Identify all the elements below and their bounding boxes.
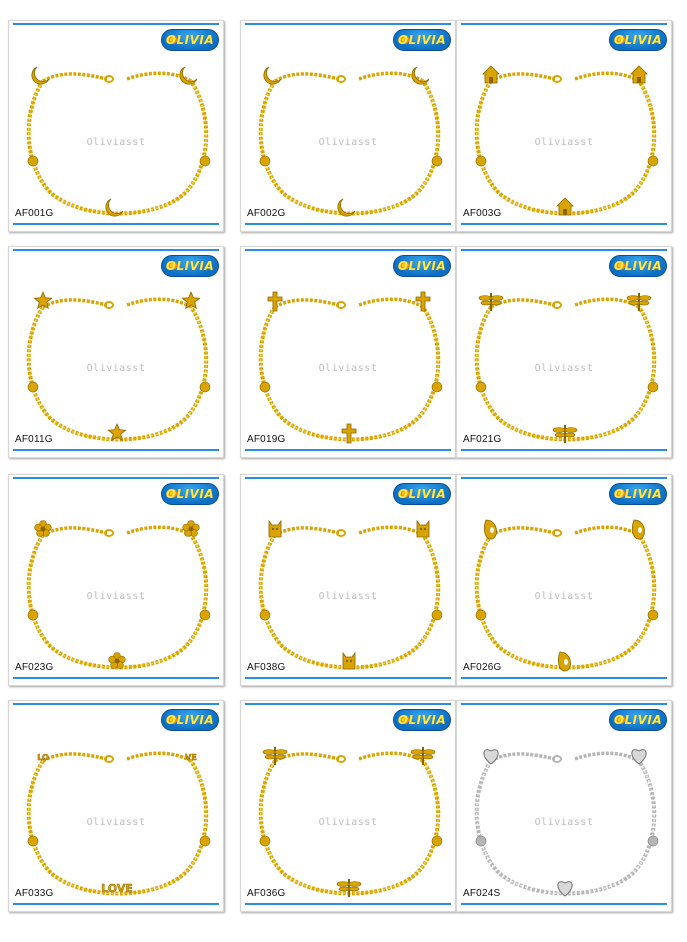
anklet-image [241,701,457,913]
watermark: Oliviasst [86,137,146,148]
watermark: Oliviasst [534,591,594,602]
bead-icon [476,382,486,392]
product-card[interactable] [8,246,224,458]
bead-icon [476,610,486,620]
anklet-image [241,21,457,233]
logo-text: OLIVIA [165,259,215,273]
bottom-divider [13,449,219,451]
svg-text:LOVE: LOVE [101,882,133,895]
bead-icon [28,382,38,392]
product-code: AF021G [463,434,502,445]
bead-icon [200,156,210,166]
bead-icon [260,382,270,392]
cross-charm-icon [268,292,282,311]
product-code: AF011G [15,434,53,445]
product-card[interactable] [456,474,672,686]
bead-icon [260,610,270,620]
cat-charm-icon [417,521,429,537]
watermark: Oliviasst [318,817,378,828]
cross-charm-icon [416,292,430,311]
logo-text: OLIVIA [397,33,447,47]
heart-charm-icon [484,750,498,764]
anklet-image [241,247,457,459]
chain-top [275,527,423,535]
moon-charm-icon [338,199,355,216]
dragonfly-charm-icon [627,293,651,311]
logo-text: OLIVIA [613,487,663,501]
anklet-image [457,247,673,459]
product-card[interactable] [240,246,456,458]
bead-icon [28,836,38,846]
bottom-divider [13,223,219,225]
bead-icon [432,836,442,846]
watermark: Oliviasst [534,137,594,148]
logo-text: OLIVIA [613,33,663,47]
product-code: AF023G [15,662,54,673]
anklet-image [9,475,225,687]
watermark: Oliviasst [534,817,594,828]
anklet-image [457,21,673,233]
house-charm-icon [557,198,573,215]
bead-icon [200,836,210,846]
anklet-image [241,475,457,687]
product-code: AF033G [15,888,54,899]
watermark: Oliviasst [86,817,146,828]
flower-charm-icon [35,521,52,537]
love-charm-icon [101,882,133,895]
product-card[interactable] [240,20,456,232]
chain-top [43,73,191,81]
love-charm-icon [185,753,197,762]
chain-top [491,73,639,81]
product-code: AF026G [463,662,502,673]
bead-icon [432,382,442,392]
bead-icon [476,836,486,846]
dragonfly-charm-icon [411,747,435,765]
product-card[interactable] [456,20,672,232]
product-card[interactable] [456,246,672,458]
product-card[interactable] [240,700,456,912]
watermark: Oliviasst [86,591,146,602]
chain-top [275,753,423,761]
bead-icon [648,156,658,166]
moon-charm-icon [412,67,429,84]
bottom-divider [461,449,667,451]
product-code: AF024S [463,888,501,899]
bead-icon [432,156,442,166]
anklet-image [9,701,225,913]
bottom-divider [245,677,451,679]
logo-text: OLIVIA [397,259,447,273]
chain-top [275,299,423,307]
moon-charm-icon [106,199,123,216]
anklet-image [457,475,673,687]
logo-text: OLIVIA [397,487,447,501]
bead-icon [432,610,442,620]
watermark: Oliviasst [86,363,146,374]
product-code: AF002G [247,208,286,219]
logo-text: OLIVIA [165,487,215,501]
bead-icon [260,156,270,166]
product-code: AF003G [463,208,502,219]
svg-text:VE: VE [185,753,197,762]
mask-charm-icon [484,520,496,539]
bead-icon [260,836,270,846]
mask-charm-icon [558,652,570,671]
bottom-divider [13,677,219,679]
anklet-image [9,21,225,233]
watermark: Oliviasst [318,591,378,602]
bead-icon [200,610,210,620]
chain-top [275,73,423,81]
logo-text: OLIVIA [613,259,663,273]
dragonfly-charm-icon [479,293,503,311]
logo-text: OLIVIA [165,33,215,47]
bottom-divider [461,903,667,905]
watermark: Oliviasst [318,137,378,148]
bottom-divider [245,449,451,451]
bottom-divider [245,903,451,905]
product-code: AF019G [247,434,286,445]
bead-icon [648,836,658,846]
chain-top [43,753,191,761]
cat-charm-icon [343,653,355,669]
product-card[interactable] [8,700,224,912]
bottom-divider [13,903,219,905]
anklet-image [457,701,673,913]
cat-charm-icon [269,521,281,537]
product-card[interactable] [8,474,224,686]
product-code: AF038G [247,662,286,673]
product-card[interactable] [8,20,224,232]
bead-icon [648,382,658,392]
moon-charm-icon [264,67,281,84]
product-card[interactable] [240,474,456,686]
flower-charm-icon [109,653,126,669]
house-charm-icon [483,66,499,83]
bottom-divider [461,677,667,679]
love-charm-icon [37,753,49,762]
chain-top [43,527,191,535]
moon-charm-icon [32,67,49,84]
bottom-divider [245,223,451,225]
moon-charm-icon [180,67,197,84]
heart-charm-icon [632,750,646,764]
logo-text: OLIVIA [613,713,663,727]
flower-charm-icon [183,521,200,537]
logo-text: OLIVIA [165,713,215,727]
product-card[interactable] [456,700,672,912]
bead-icon [200,382,210,392]
bead-icon [476,156,486,166]
bead-icon [28,156,38,166]
mask-charm-icon [632,520,644,539]
chain-top [491,527,639,535]
bottom-divider [461,223,667,225]
anklet-image [9,247,225,459]
dragonfly-charm-icon [263,747,287,765]
product-code: AF001G [15,208,54,219]
watermark: Oliviasst [318,363,378,374]
product-code: AF036G [247,888,286,899]
svg-text:LO: LO [37,753,49,762]
house-charm-icon [631,66,647,83]
chain-top [491,753,639,761]
chain-top [43,299,191,307]
chain-top [491,299,639,307]
bead-icon [28,610,38,620]
bead-icon [648,610,658,620]
logo-text: OLIVIA [397,713,447,727]
watermark: Oliviasst [534,363,594,374]
